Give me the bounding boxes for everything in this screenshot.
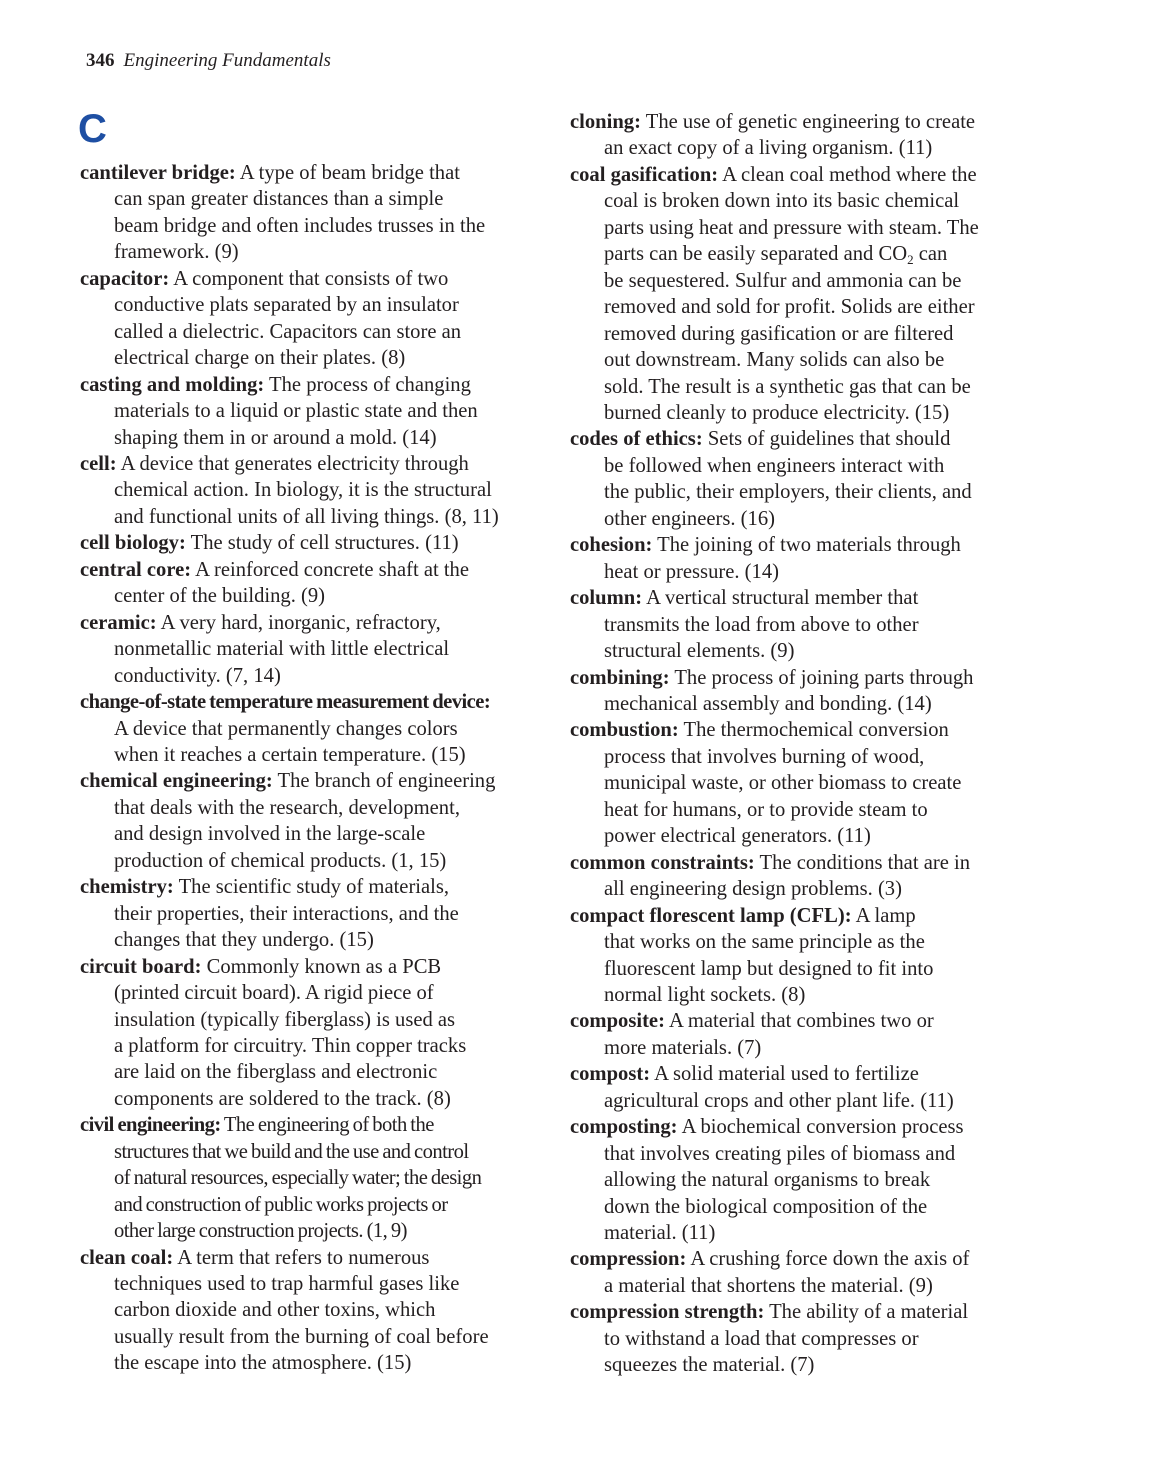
glossary-term: compression strength: — [570, 1301, 765, 1324]
definition-line: that deals with the research, development, — [114, 796, 460, 819]
glossary-term: compression: — [570, 1248, 687, 1271]
definition-line: usually result from the burning of coal before — [114, 1325, 489, 1348]
definition-line: other large construction projects. (1, 9) — [114, 1220, 407, 1243]
section-letter-heading: C — [78, 107, 107, 151]
definition-line: and construction of public works projects or — [114, 1193, 448, 1216]
glossary-entry-civil-engineering — [80, 1112, 550, 1244]
definition-line: more materials. (7) — [604, 1036, 762, 1059]
definition-line: other engineers. (16) — [604, 507, 775, 530]
definition-line: center of the building. (9) — [114, 585, 326, 608]
definition-line: structural elements. (9) — [604, 640, 795, 663]
definition-line: removed during gasification or are filtered — [604, 322, 954, 345]
definition-line: components are soldered to the track. (8) — [114, 1087, 451, 1110]
definition-line: A lamp — [855, 904, 916, 927]
definition-line: materials to a liquid or plastic state and then — [114, 400, 478, 423]
definition-line: changes that they undergo. (15) — [114, 929, 374, 952]
glossary-left-column — [80, 160, 550, 1377]
definition-line: mechanical assembly and bonding. (14) — [604, 692, 932, 715]
definition-line: production of chemical products. (1, 15) — [114, 849, 447, 872]
definition-line: A device that permanently changes colors — [114, 717, 458, 740]
glossary-entry-composite — [570, 1008, 1040, 1061]
definition-line: municipal waste, or other biomass to create — [604, 772, 962, 795]
glossary-entry-cloning — [570, 109, 1040, 162]
definition-line: carbon dioxide and other toxins, which — [114, 1299, 436, 1322]
definition-line: a material that shortens the material. (9) — [604, 1274, 933, 1297]
glossary-entry-change-of-state-device — [80, 689, 550, 768]
definition-line: A reinforced concrete shaft at the — [195, 558, 469, 581]
definition-line: be sequestered. Sulfur and ammonia can be — [604, 269, 962, 292]
definition-line: electrical charge on their plates. (8) — [114, 347, 406, 370]
glossary-entry-chemical-engineering — [80, 768, 550, 874]
definition-line: be followed when engineers interact with — [604, 454, 945, 477]
definition-line: A material that combines two or — [668, 1010, 934, 1033]
definition-line: when it reaches a certain temperature. (15) — [114, 743, 466, 766]
definition-line-tail: can — [913, 243, 948, 266]
glossary-term: change-of-state temperature measurement device: — [80, 691, 491, 714]
glossary-term: casting and molding: — [80, 373, 265, 396]
definition-line: The use of genetic engineering to create — [645, 111, 976, 133]
glossary-term: composting: — [570, 1116, 678, 1139]
glossary-entry-compact-florescent-lamp — [570, 903, 1040, 1009]
definition-line: The process of joining parts through — [674, 666, 974, 689]
definition-line: parts using heat and pressure with steam. The — [604, 216, 979, 239]
glossary-term: ceramic: — [80, 611, 157, 634]
glossary-term: cloning: — [570, 111, 641, 133]
glossary-term: cell biology: — [80, 532, 186, 555]
glossary-term: common constraints: — [570, 851, 755, 874]
definition-line: A device that generates electricity through — [120, 452, 469, 475]
definition-line: power electrical generators. (11) — [604, 825, 871, 848]
definition-line: The scientific study of materials, — [178, 876, 450, 899]
glossary-entry-combustion — [570, 717, 1040, 849]
definition-line: conductive plats separated by an insulator — [114, 294, 459, 317]
definition-line: down the biological composition of the — [604, 1195, 928, 1218]
definition-line: nonmetallic material with little electrical — [114, 638, 450, 661]
glossary-entry-compression — [570, 1246, 1040, 1299]
definition-line: beam bridge and often includes trusses in the — [114, 214, 486, 237]
glossary-entry-compost — [570, 1061, 1040, 1114]
definition-line: A type of beam bridge that — [239, 162, 460, 184]
definition-line: normal light sockets. (8) — [604, 983, 806, 1006]
definition-line: sold. The result is a synthetic gas that can be — [604, 375, 971, 398]
definition-line: insulation (typically fiberglass) is used as — [114, 1008, 456, 1031]
definition-line: parts can be easily separated and CO — [604, 243, 908, 266]
definition-line: (printed circuit board). A rigid piece of — [114, 982, 434, 1005]
glossary-entry-cohesion — [570, 532, 1040, 585]
glossary-entry-chemistry — [80, 874, 550, 953]
glossary-term: combining: — [570, 666, 670, 689]
glossary-term: civil engineering: — [80, 1114, 221, 1137]
glossary-entry-circuit-board — [80, 954, 550, 1113]
definition-line: agricultural crops and other plant life. (11) — [604, 1089, 954, 1112]
glossary-entry-capacitor — [80, 266, 550, 372]
glossary-term: composite: — [570, 1010, 665, 1033]
definition-line: all engineering design problems. (3) — [604, 878, 902, 901]
definition-line: called a dielectric. Capacitors can store an — [114, 320, 462, 343]
glossary-term: central core: — [80, 558, 192, 581]
definition-line: framework. (9) — [114, 241, 239, 264]
glossary-entry-clean-coal — [80, 1245, 550, 1377]
glossary-term: capacitor: — [80, 267, 170, 290]
glossary-entry-cell — [80, 451, 550, 530]
definition-line: techniques used to trap harmful gases like — [114, 1273, 460, 1296]
definition-line: allowing the natural organisms to break — [604, 1169, 931, 1192]
glossary-term: cantilever bridge: — [80, 162, 236, 184]
glossary-term: clean coal: — [80, 1246, 174, 1269]
glossary-entry-central-core — [80, 557, 550, 610]
definition-line: material. (11) — [604, 1222, 716, 1245]
glossary-entry-casting-and-molding — [80, 372, 550, 451]
definition-line: The engineering of both the — [223, 1114, 434, 1137]
definition-line: The study of cell structures. (11) — [190, 532, 459, 555]
running-header — [86, 49, 331, 73]
definition-line: burned cleanly to produce electricity. (15) — [604, 401, 950, 424]
definition-line: removed and sold for profit. Solids are either — [604, 296, 975, 319]
definition-line: A component that consists of two — [173, 267, 449, 290]
definition-line: chemical action. In biology, it is the structural — [114, 479, 492, 502]
definition-line: their properties, their interactions, and the — [114, 902, 459, 925]
definition-line: The ability of a material — [769, 1301, 969, 1324]
definition-line: The conditions that are in — [759, 851, 970, 874]
definition-line: A term that refers to numerous — [177, 1246, 430, 1269]
definition-line: are laid on the fiberglass and electronic — [114, 1061, 438, 1084]
glossary-term: column: — [570, 587, 643, 610]
book-title: Engineering Fundamentals — [123, 50, 331, 71]
definition-line: The branch of engineering — [277, 770, 496, 793]
definition-line: process that involves burning of wood, — [604, 745, 925, 768]
definition-line: of natural resources, especially water; the design — [114, 1167, 482, 1190]
glossary-term: chemical engineering: — [80, 770, 273, 793]
definition-line: the public, their employers, their clients, and — [604, 481, 972, 504]
glossary-term: circuit board: — [80, 955, 202, 978]
glossary-entry-combining — [570, 665, 1040, 718]
definition-line: Sets of guidelines that should — [707, 428, 951, 451]
definition-line: A clean coal method where the — [722, 163, 977, 186]
definition-line: Commonly known as a PCB — [206, 955, 442, 978]
glossary-right-column — [570, 109, 1040, 1379]
definition-line: transmits the load from above to other — [604, 613, 919, 636]
definition-line: that works on the same principle as the — [604, 931, 925, 954]
definition-line: and functional units of all living things. (8, 11) — [114, 505, 499, 528]
glossary-term: cell: — [80, 452, 117, 475]
definition-line: a platform for circuitry. Thin copper tracks — [114, 1034, 467, 1057]
definition-line: fluorescent lamp but designed to fit into — [604, 957, 934, 980]
glossary-term: chemistry: — [80, 876, 174, 899]
definition-line: A solid material used to fertilize — [654, 1063, 919, 1086]
subscript-2: 2 — [907, 252, 914, 268]
definition-line: A biochemical conversion process — [681, 1116, 964, 1139]
definition-line: an exact copy of a living organism. (11) — [604, 137, 933, 160]
glossary-term: compact florescent lamp (CFL): — [570, 904, 852, 927]
glossary-entry-ceramic — [80, 610, 550, 689]
definition-line: The thermochemical conversion — [683, 719, 949, 742]
glossary-entry-compression-strength — [570, 1299, 1040, 1378]
page-number: 346 — [86, 50, 115, 71]
definition-line: A vertical structural member that — [646, 587, 919, 610]
glossary-entry-cell-biology — [80, 530, 550, 556]
glossary-entry-column — [570, 585, 1040, 664]
definition-line: out downstream. Many solids can also be — [604, 349, 945, 372]
glossary-term: compost: — [570, 1063, 651, 1086]
glossary-term: coal gasification: — [570, 163, 719, 186]
definition-line: coal is broken down into its basic chemical — [604, 190, 960, 213]
glossary-entry-coal-gasification — [570, 162, 1040, 427]
definition-line: and design involved in the large-scale — [114, 823, 426, 846]
definition-line: to withstand a load that compresses or — [604, 1327, 919, 1350]
definition-line: A very hard, inorganic, refractory, — [160, 611, 441, 634]
glossary-term: codes of ethics: — [570, 428, 703, 451]
definition-line: The process of changing — [269, 373, 471, 396]
definition-line: structures that we build and the use and control — [114, 1140, 469, 1163]
definition-line: heat or pressure. (14) — [604, 560, 779, 583]
definition-line: that involves creating piles of biomass and — [604, 1142, 956, 1165]
definition-line: shaping them in or around a mold. (14) — [114, 426, 437, 449]
glossary-entry-composting — [570, 1114, 1040, 1246]
definition-line: The joining of two materials through — [657, 534, 961, 557]
definition-line: can span greater distances than a simple — [114, 188, 444, 211]
glossary-entry-common-constraints — [570, 850, 1040, 903]
glossary-term: cohesion: — [570, 534, 653, 557]
definition-line: A crushing force down the axis of — [690, 1248, 970, 1271]
glossary-entry-cantilever-bridge — [80, 160, 550, 266]
definition-line: conductivity. (7, 14) — [114, 664, 281, 687]
definition-line: the escape into the atmosphere. (15) — [114, 1352, 412, 1375]
definition-line: heat for humans, or to provide steam to — [604, 798, 928, 821]
definition-line: squeezes the material. (7) — [604, 1354, 815, 1377]
glossary-entry-codes-of-ethics — [570, 426, 1040, 532]
glossary-term: combustion: — [570, 719, 679, 742]
